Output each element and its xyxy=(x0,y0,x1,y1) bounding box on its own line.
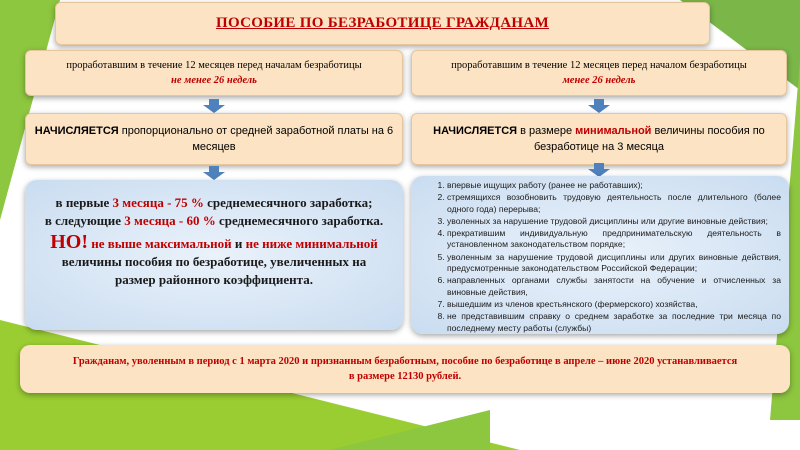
bottom-note xyxy=(20,345,790,393)
text-red: 3 месяца - 75 % xyxy=(112,195,204,210)
condition-right-line2: менее 26 недель xyxy=(562,75,636,86)
accrual-right-text-post: величины пособия по безработице на 3 месяца xyxy=(533,125,765,153)
list-item: 7. вышедшим из членов крестьянского (фермерского) хозяйства, xyxy=(447,299,781,311)
condition-left-line2: не менее 26 недель xyxy=(171,75,257,86)
condition-left-line1: проработавшим в течение 12 месяцев перед началам безработицы xyxy=(66,60,362,71)
accrual-right-keyword: НАЧИСЛЯЕТСЯ xyxy=(433,125,518,137)
title-panel xyxy=(55,2,710,45)
accrual-left-keyword: НАЧИСЛЯЕТСЯ xyxy=(34,125,119,137)
background-green-shape-bottom-2 xyxy=(330,410,490,450)
text: в следующие xyxy=(44,213,125,228)
text: среднемесячного заработка. xyxy=(215,213,384,228)
condition-right xyxy=(411,50,787,96)
page-title: ПОСОБИЕ ПО БЕЗРАБОТИЦЕ ГРАЖДАНАМ xyxy=(216,15,549,31)
list-item: 6. направленных органами службы занятости на обучение и отчисленных за виновные действия, xyxy=(447,275,781,298)
text: среднемесячного заработка; xyxy=(203,195,373,210)
list-item: 8. не представившим справку о среднем заработке за последние три месяца по последнему месту работы (службы) xyxy=(447,311,781,334)
text: в первые xyxy=(55,195,113,210)
accrual-left-text: пропорционально от средней заработной платы на 6 месяцев xyxy=(118,125,394,153)
details-left-limits xyxy=(25,233,403,253)
list-item: 3. уволенных за нарушение трудовой дисциплины или другие виновные действия; xyxy=(447,216,781,228)
bottom-note-line1: Гражданам, уволенным в период с 1 марта 2020 и признанным безработным, пособие по безработице в апреле – июне 2020 устанавливается xyxy=(72,356,738,367)
list-item: 1. впервые ищущих работу (ранее не работавших); xyxy=(447,180,781,192)
details-left-rest: величины пособия по безработице, увеличенных на размер районного коэффициента. xyxy=(61,254,367,287)
arrow-down-icon xyxy=(203,99,225,113)
list-item: 2. стремящихся возобновить трудовую деятельность после длительного (более одного года) перерыва; xyxy=(447,192,781,215)
text-red: не ниже минимальной xyxy=(245,236,378,251)
details-right xyxy=(411,176,789,334)
condition-left xyxy=(25,50,403,96)
list-item: 5. уволенным за нарушение трудовой дисциплины или других виновные действия, предусмотренные законодательством Российской Федерации; xyxy=(447,252,781,275)
details-left xyxy=(25,180,403,330)
accrual-right xyxy=(411,113,787,165)
arrow-down-icon xyxy=(588,163,610,177)
accrual-right-text-red: минимальной xyxy=(575,125,652,137)
arrow-down-icon xyxy=(203,166,225,180)
details-left-line1 xyxy=(25,194,403,212)
accrual-right-text-pre: в размере xyxy=(517,125,576,137)
text-red: не выше максимальной xyxy=(88,236,232,251)
text: и xyxy=(231,236,246,251)
text-red: 3 месяца - 60 % xyxy=(124,213,216,228)
details-left-line2 xyxy=(25,212,403,230)
no-emphasis: НО! xyxy=(50,231,88,253)
bottom-note-line2: в размере 12130 рублей. xyxy=(348,371,462,382)
accrual-left xyxy=(25,113,403,165)
arrow-down-icon xyxy=(588,99,610,113)
category-list xyxy=(417,180,781,334)
list-item: 4. прекратившим индивидуальную предпринимательскую деятельность в установленном законодательством порядке; xyxy=(447,228,781,251)
condition-right-line1: проработавшим в течение 12 месяцев перед началом безработицы xyxy=(451,60,747,71)
